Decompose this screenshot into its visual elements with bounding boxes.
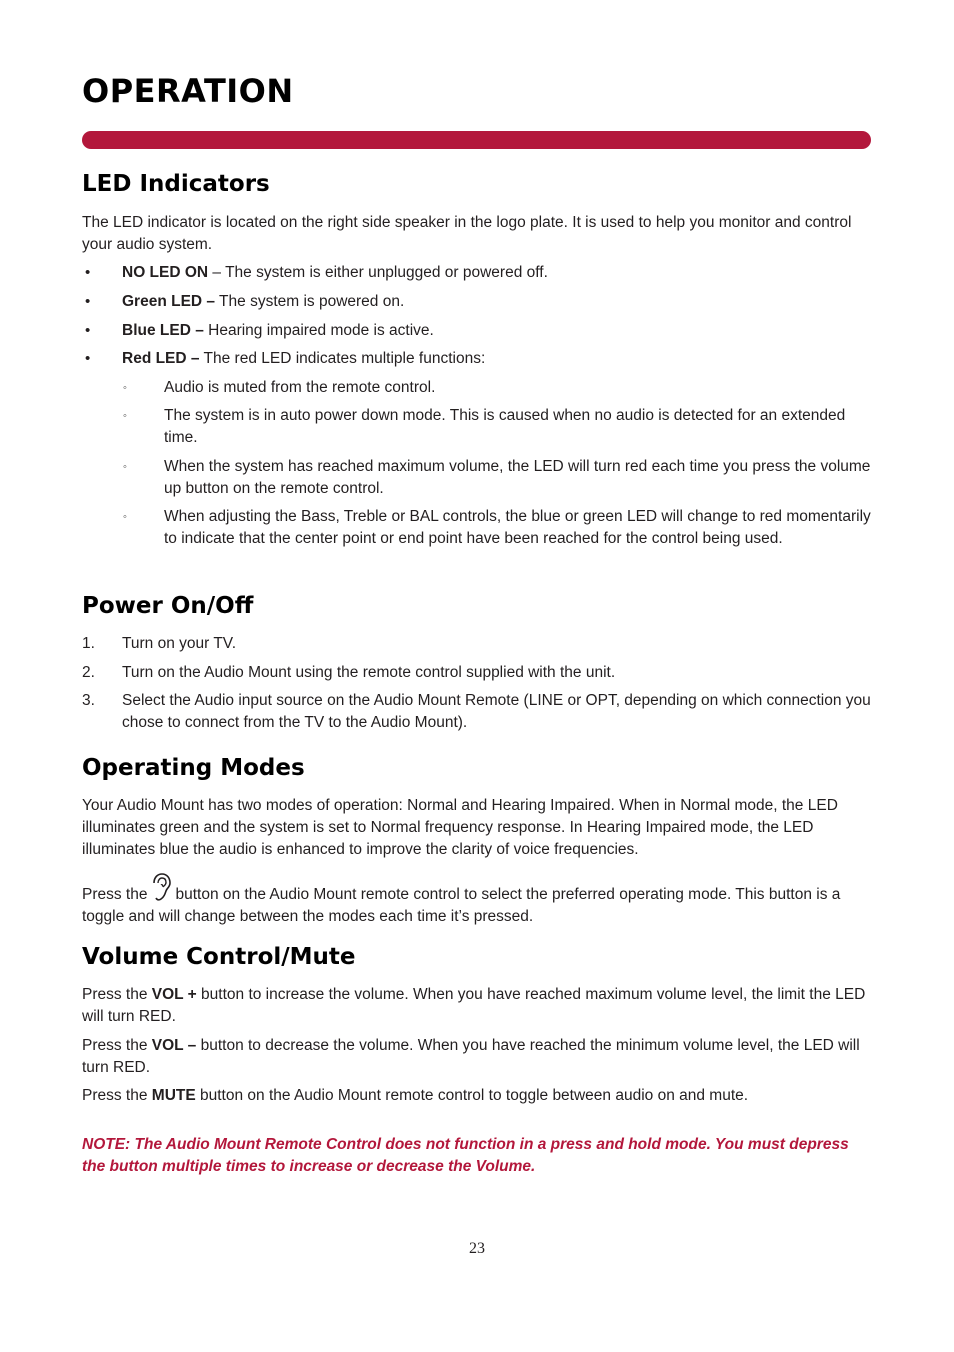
bullet: • [85,293,91,310]
bullet: • [85,350,91,367]
led-intro-paragraph: The LED indicator is located on the right side speaker in the logo plate. It is used to help you monitor and control your audio system. [82,214,852,253]
led-indicators-heading: LED Indicators [82,171,270,197]
sub-bullet: ◦ [123,461,127,473]
step-number: 3. [82,692,95,709]
red-led-sub-item: The system is in auto power down mode. This is caused when no audio is detected for an extended time. [164,407,846,446]
led-item-no-led: NO LED ON – The system is either unplugged or powered off. [122,264,548,281]
led-item-red: Red LED – The red LED indicates multiple functions: [122,350,486,367]
red-led-sub-item: Audio is muted from the remote control. [164,379,436,396]
modes-toggle-paragraph: Press the button on the Audio Mount remote control to select the preferred operating mode. This button is a toggle and will change between the modes each time it’s pressed. [82,873,872,928]
red-led-sub-item: When adjusting the Bass, Treble or BAL controls, the blue or green LED will change to red momentarily to indicate that the center point or end point have been reached for the control being used. [164,508,871,547]
ear-icon [150,873,172,903]
volume-note: NOTE: The Audio Mount Remote Control does not function in a press and hold mode. You must depress the button multiple times to increase or decrease the Volume. [82,1136,849,1175]
sub-bullet: ◦ [123,410,127,422]
volume-down-paragraph: Press the VOL – button to decrease the volume. When you have reached the minimum volume level, the LED will turn RED. [82,1037,860,1076]
title-divider-bar [82,131,871,149]
volume-heading: Volume Control/Mute [82,944,356,970]
modes-paragraph: Your Audio Mount has two modes of operation: Normal and Hearing Impaired. When in Normal mode, the LED illuminates green and the system is set to Normal frequency response. In Hearing Impaired mode, the LED illuminates blue the audio is enhanced to improve the clarity of voice frequencies. [82,797,838,858]
bullet: • [85,322,91,339]
power-step: Select the Audio input source on the Audio Mount Remote (LINE or OPT, depending on which connection you chose to connect from the TV to the Audio Mount). [122,692,871,731]
volume-up-paragraph: Press the VOL + button to increase the volume. When you have reached maximum volume level, the limit the LED will turn RED. [82,986,866,1025]
sub-bullet: ◦ [123,511,127,523]
sub-bullet: ◦ [123,382,127,394]
led-item-green: Green LED – The system is powered on. [122,293,405,310]
page-title: OPERATION [82,72,294,110]
led-item-blue: Blue LED – Hearing impaired mode is active. [122,322,434,339]
red-led-sub-item: When the system has reached maximum volume, the LED will turn red each time you press the volume up button on the remote control. [164,458,871,497]
bullet: • [85,264,91,281]
page-number: 23 [469,1240,485,1257]
step-number: 2. [82,664,95,681]
power-step: Turn on your TV. [122,635,237,652]
power-step: Turn on the Audio Mount using the remote control supplied with the unit. [122,664,616,681]
power-heading: Power On/Off [82,593,254,619]
mute-paragraph: Press the MUTE button on the Audio Mount remote control to toggle between audio on and mute. [82,1087,749,1104]
operating-modes-heading: Operating Modes [82,755,305,781]
step-number: 1. [82,635,95,652]
